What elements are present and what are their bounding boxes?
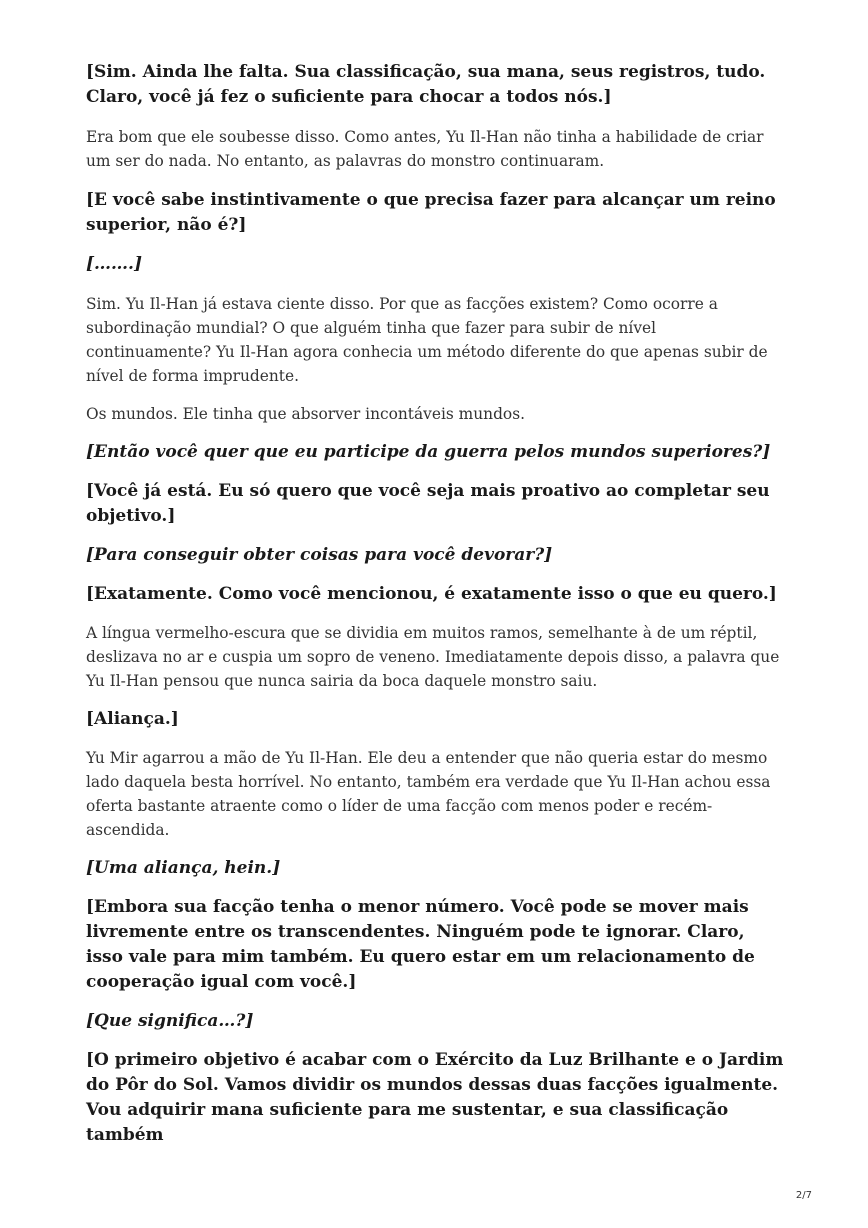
paragraph-dialogue: [Embora sua facção tenha o menor número. Você pode se mover mais livremente entre os transcendentes. Ninguém pode te ignorar. Claro, isso vale para mim também. Eu quero estar em um relacionamento de cooperação igual com você.] bbox=[86, 897, 755, 992]
paragraph-narration: Sim. Yu Il-Han já estava ciente disso. Por que as facções existem? Como ocorre a subordinação mundial? O que alguém tinha que fazer para subir de nível continuamente? Yu Il-Han agora conhecia um método diferente do que apenas subir de nível de forma imprudente. bbox=[86, 295, 768, 385]
paragraph-dialogue: [E você sabe instintivamente o que precisa fazer para alcançar um reino superior, não é?] bbox=[86, 190, 776, 235]
paragraph-narration: A língua vermelho-escura que se dividia em muitos ramos, semelhante à de um réptil, deslizava no ar e cuspia um sopro de veneno. Imediatamente depois disso, a palavra que Yu Il-Han pensou que nunca sairia da boca daquele monstro saiu. bbox=[86, 624, 780, 690]
paragraph-narration: Os mundos. Ele tinha que absorver incontáveis mundos. bbox=[86, 405, 525, 423]
paragraph-dialogue: [Sim. Ainda lhe falta. Sua classificação, sua mana, seus registros, tudo. Claro, você já fez o suficiente para chocar a todos nós.] bbox=[86, 62, 766, 107]
paragraph-dialogue: [Aliança.] bbox=[86, 709, 179, 729]
paragraph-thought: [Então você quer que eu participe da guerra pelos mundos superiores?] bbox=[86, 442, 771, 462]
paragraph-dialogue: [O primeiro objetivo é acabar com o Exército da Luz Brilhante e o Jardim do Pôr do Sol. Vamos dividir os mundos dessas duas facções igualmente. Vou adquirir mana suficiente para me sustentar, e sua classificação também bbox=[86, 1050, 784, 1145]
page-number: 2/7 bbox=[795, 1190, 812, 1201]
paragraph-thought: [Uma aliança, hein.] bbox=[86, 858, 281, 878]
paragraph-dialogue: [Exatamente. Como você mencionou, é exatamente isso o que eu quero.] bbox=[86, 584, 777, 604]
document-body bbox=[86, 60, 786, 1148]
paragraph-narration: Yu Mir agarrou a mão de Yu Il-Han. Ele deu a entender que não queria estar do mesmo lado daquela besta horrível. No entanto, também era verdade que Yu Il-Han achou essa oferta bastante atraente como o líder de uma facção com menos poder e recém-ascendida. bbox=[86, 749, 771, 839]
paragraph-thought: [Para conseguir obter coisas para você devorar?] bbox=[86, 545, 553, 565]
paragraph-thought: […….] bbox=[86, 254, 143, 274]
paragraph-narration: Era bom que ele soubesse disso. Como antes, Yu Il-Han não tinha a habilidade de criar um ser do nada. No entanto, as palavras do monstro continuaram. bbox=[86, 128, 764, 170]
paragraph-dialogue: [Você já está. Eu só quero que você seja mais proativo ao completar seu objetivo.] bbox=[86, 481, 770, 526]
paragraph-thought: [Que significa…?] bbox=[86, 1011, 254, 1031]
